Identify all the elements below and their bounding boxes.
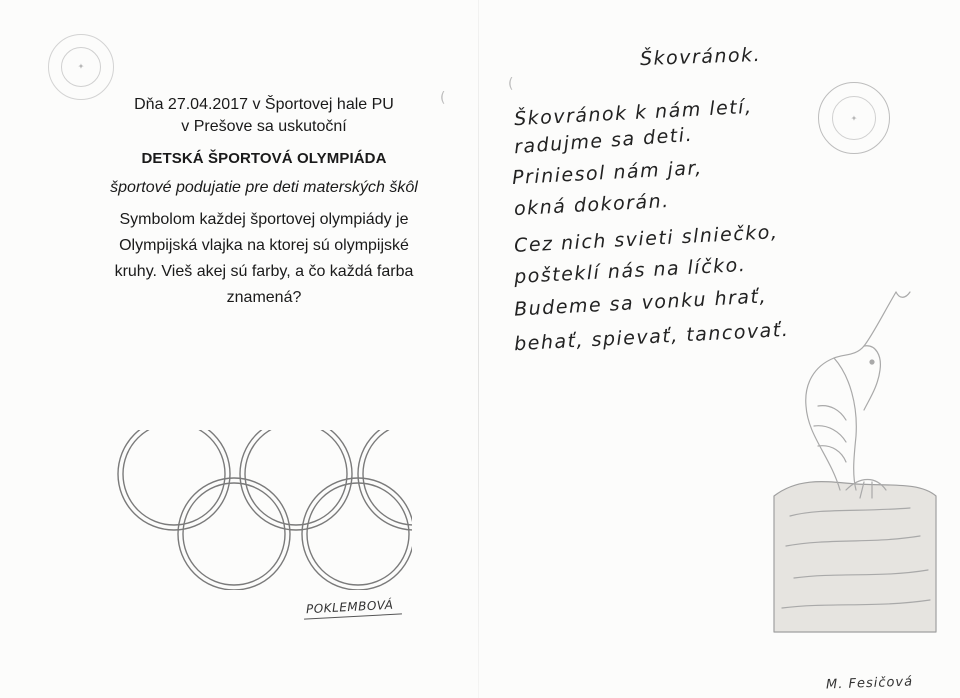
invitation-text (96, 94, 432, 311)
ring-top-right-inner (363, 430, 412, 525)
pencil-mark: ( (440, 90, 446, 106)
event-title: DETSKÁ ŠPORTOVÁ OLYMPIÁDA (141, 150, 387, 167)
bird-beak (896, 292, 910, 297)
bird-head (864, 346, 880, 410)
intro-text (96, 94, 432, 138)
poem-line-6: pošteklí nás na líčko. (513, 253, 747, 289)
olympic-rings-icon (112, 430, 412, 590)
ring-bottom-left (178, 478, 290, 590)
ring-top-left (118, 430, 230, 530)
page-fold (478, 0, 479, 698)
stamp-left (48, 34, 114, 100)
poem-title: Škovránok. (639, 43, 762, 71)
ring-top-left-inner (123, 430, 225, 525)
stamp-emblem-icon: ✦ (61, 47, 101, 87)
intro-line-2: v Prešove sa uskutoční (181, 118, 347, 135)
poem-line-4: okná dokorán. (513, 189, 671, 221)
body-line-3: kruhy. Vieš akej sú farby, a čo každá farba (114, 263, 414, 280)
stamp-emblem-icon: ✦ (832, 96, 876, 140)
poem-line-8: behať, spievať, tancovať. (513, 318, 790, 356)
ring-top-right (358, 430, 412, 530)
signature-left: POKLEMBOVÁ (305, 597, 394, 617)
bird-eye (870, 360, 874, 364)
body-line-1: Symbolom každej športovej olympiády je (119, 211, 409, 228)
bird-feather-3 (818, 446, 846, 462)
bird-wing (834, 358, 856, 490)
body-line-2: Olympijská vlajka na ktorej sú olympijské (119, 237, 409, 254)
stamp-right (818, 82, 890, 154)
question-text (96, 207, 432, 311)
event-subtitle: športové podujatie pre deti materských škôl (110, 179, 418, 196)
skylark-illustration (760, 286, 960, 646)
body-line-4: znamená? (226, 289, 302, 306)
poem-line-1: Škovránok k nám letí, (513, 95, 754, 131)
poem-line-5: Cez nich svieti slniečko, (513, 221, 779, 257)
ring-top-middle (240, 430, 352, 530)
bird-feather-1 (818, 406, 846, 420)
ring-top-middle-inner (245, 430, 347, 525)
poem-line-2: radujme sa deti. (513, 123, 694, 159)
poem-line-3: Priniesol nám jar, (511, 157, 704, 189)
signature-right: M. Fesičová (825, 674, 914, 693)
ring-bottom-right (302, 478, 412, 590)
pencil-mark: ( (508, 76, 514, 92)
bird-feather-2 (814, 426, 846, 442)
rock (774, 482, 936, 632)
ring-bottom-right-inner (307, 483, 409, 585)
poem-line-7: Budeme sa vonku hrať, (513, 285, 768, 321)
ring-bottom-left-inner (183, 483, 285, 585)
intro-line-1: Dňa 27.04.2017 v Športovej hale PU (134, 96, 394, 113)
